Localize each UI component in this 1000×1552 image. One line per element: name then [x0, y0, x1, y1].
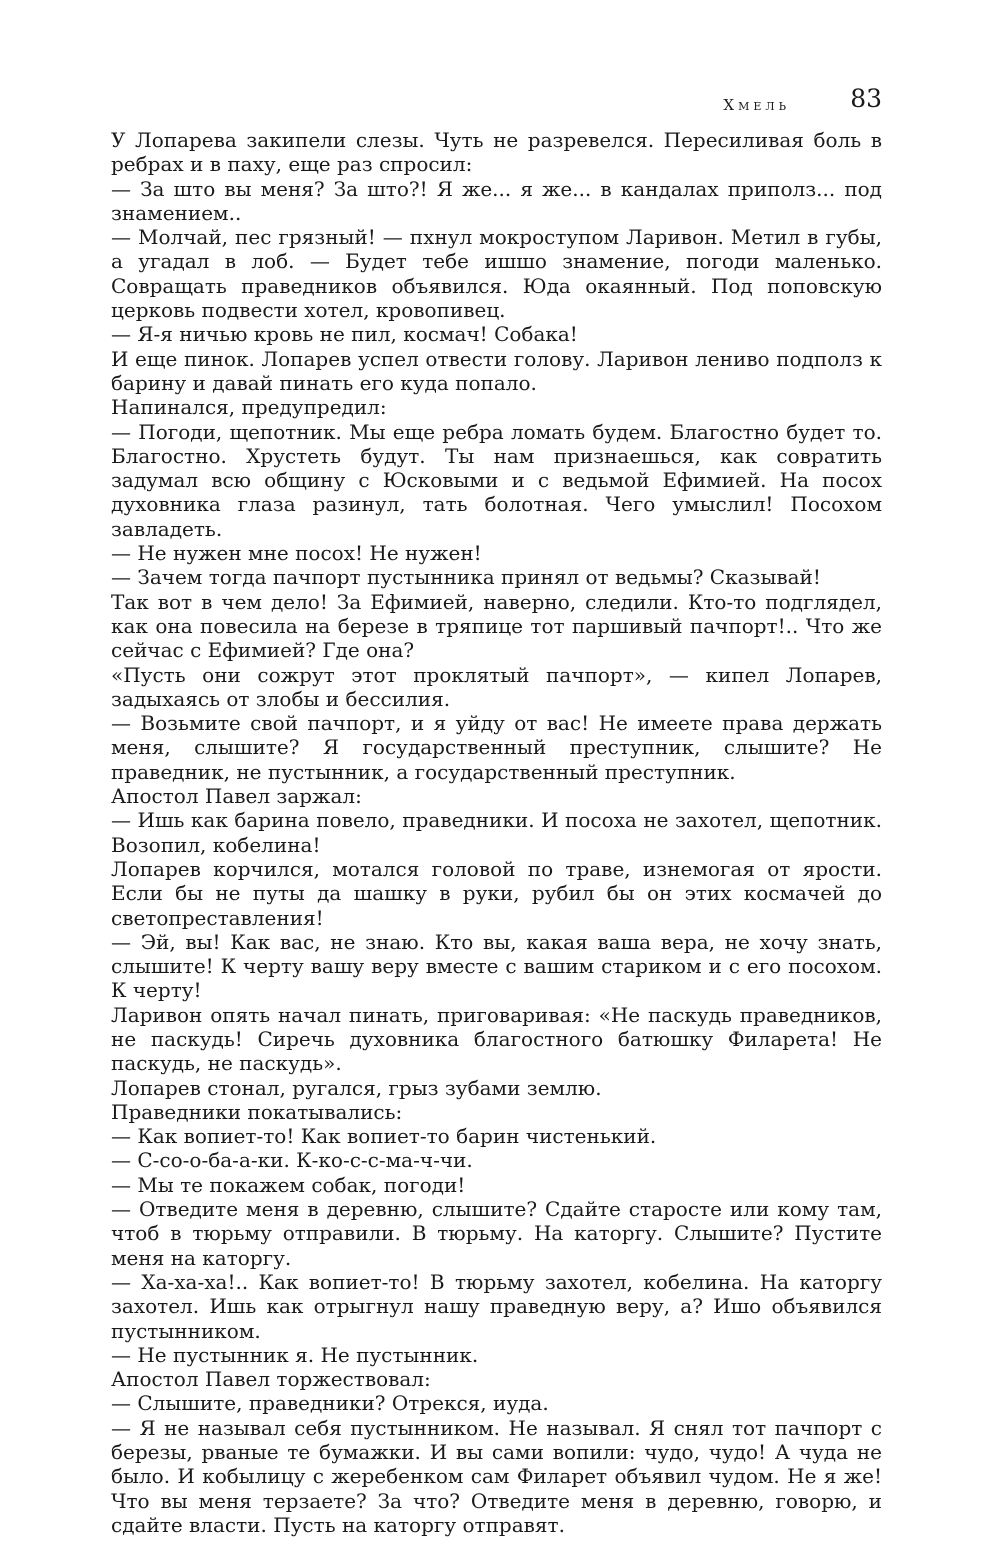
- paragraph: — Не пустынник я. Не пустынник.: [111, 1342, 479, 1367]
- paragraph: — Эй, вы! Как вас, не знаю. Кто вы, какая ваша вера, не хочу знать, слышите! К черту вашу веру вместе с вашим стариком и с его посохом. К черту!: [111, 929, 882, 1003]
- paragraph: — Погоди, щепотник. Мы еще ребра ломать будем. Благостно будет то. Благостно. Хрустеть будут. Ты нам признаешься, как совратить задумал всю общину с Юсковыми и с ведьмой Ефимией. На посох духовника глаза разинул, тать болотная. Чего умыслил! Посохом завладеть.: [111, 419, 882, 541]
- paragraph: Апостол Павел торжествовал:: [111, 1367, 431, 1392]
- paragraph: И еще пинок. Лопарев успел отвести голову. Ларивон лениво подполз к барину и давай пинать его куда попало.: [111, 346, 882, 395]
- paragraph: — Возьмите свой пачпорт, и я уйду от вас! Не имеете права держать меня, слышите? Я государственный преступник, слышите? Не праведник, не пустынник, а государственный преступник.: [111, 711, 882, 784]
- paragraph: — Молчай, пес грязный! — пхнул мокроступом Ларивон. Метил в губы, а угадал в лоб. — Будет тебе ишшо знамение, погоди маленько. Совращать праведников объявился. Юда окаянный. Под поповскую церковь подвести хотел, кровопивец.: [111, 225, 882, 323]
- paragraph: — Ишь как барина повело, праведники. И посоха не захотел, щепотник. Возопил, кобелина!: [111, 808, 882, 857]
- paragraph: Ларивон опять начал пинать, приговаривая: «Не паскудь праведников, не паскудь! Сиречь духовника благостного батюшку Филарета! Не паскудь, не паскудь».: [111, 1002, 882, 1076]
- paragraph: — Ха-ха-ха!.. Как вопиет-то! В тюрьму захотел, кобелина. На каторгу захотел. Ишь как отрыгнул нашу праведную веру, а? Ишо объявился пустынником.: [111, 1269, 882, 1343]
- paragraph: — Не нужен мне посох! Не нужен!: [111, 541, 482, 566]
- paragraph: — Я-я ничью кровь не пил, космач! Собака!: [111, 322, 578, 347]
- running-title: Хмель: [723, 96, 790, 114]
- paragraph: — За што вы меня? За што?! Я же... я же... в кандалах приполз... под знамением..: [111, 176, 882, 225]
- paragraph: Напинался, предупредил:: [111, 395, 387, 420]
- paragraph: У Лопарева закипели слезы. Чуть не разревелся. Пересиливая боль в ребрах и в паху, еще раз спросил:: [111, 128, 882, 177]
- paragraph: — Слышите, праведники? Отрекся, иуда.: [111, 1391, 549, 1416]
- paragraph: Праведники покатывались:: [111, 1099, 403, 1124]
- paragraph: — Отведите меня в деревню, слышите? Сдайте старосте или кому там, чтоб в тюрьму отправили. В тюрьму. На каторгу. Слышите? Пустите меня на каторгу.: [111, 1197, 882, 1270]
- paragraph: — Я не называл себя пустынником. Не называл. Я снял тот пачпорт с березы, рваные те бумажки. И вы сами вопили: чудо, чудо! А чуда не было. И кобылицу с жеребенком сам Филарет объявил чудом. Не я же! Что вы меня терзаете? За что? Отведите меня в деревню, говорю, и сдайте власти. Пусть на каторгу отправят.: [111, 1415, 882, 1537]
- book-page: [111, 82, 882, 1537]
- paragraph: — С-со-о-ба-а-ки. К-ко-с-с-ма-ч-чи.: [111, 1148, 473, 1173]
- paragraph: — Мы те покажем собак, погоди!: [111, 1172, 466, 1197]
- paragraph: — Как вопиет-то! Как вопиет-то барин чистенький.: [111, 1124, 657, 1149]
- paragraph: — Зачем тогда пачпорт пустынника принял от ведьмы? Сказывай!: [111, 565, 821, 590]
- paragraph: Лопарев стонал, ругался, грыз зубами землю.: [111, 1075, 602, 1100]
- paragraph: Лопарев корчился, мотался головой по траве, изнемогая от ярости. Если бы не путы да шашку в руки, рубил бы он этих космачей до светопреставления!: [111, 856, 882, 930]
- body-text: [111, 128, 882, 1537]
- paragraph: «Пусть они сожрут этот проклятый пачпорт», — кипел Лопарев, задыхаясь от злобы и бессилия.: [111, 662, 882, 711]
- paragraph: Так вот в чем дело! За Ефимией, наверно, следили. Кто-то подглядел, как она повесила на березе в тряпице тот паршивый пачпорт!.. Что же сейчас с Ефимией? Где она?: [111, 589, 882, 663]
- paragraph: Апостол Павел заржал:: [111, 784, 362, 809]
- running-head: [111, 82, 882, 128]
- page-number: 83: [850, 84, 882, 113]
